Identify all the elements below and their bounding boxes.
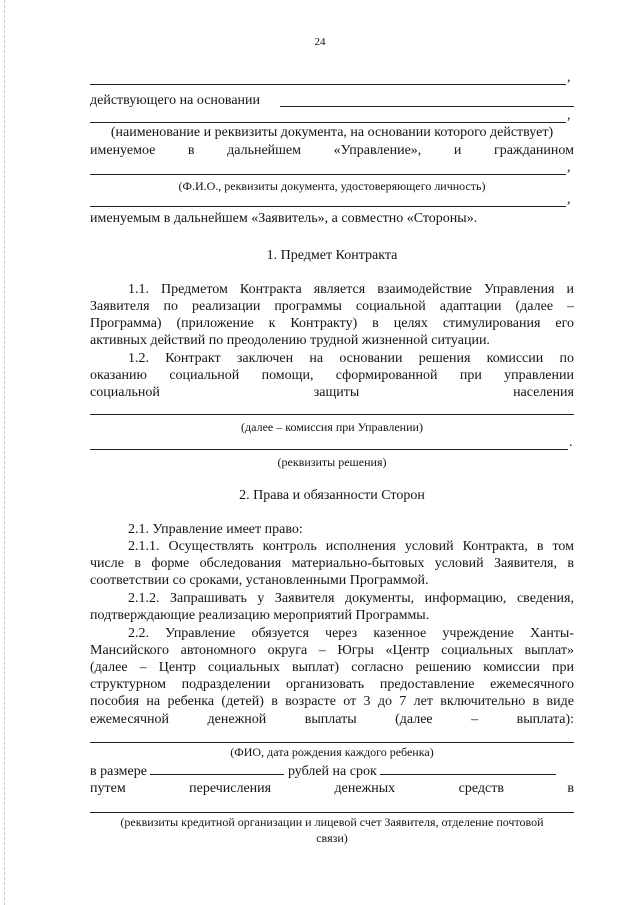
paragraph-line: оказанию социальной помощи, сформированной при управлении xyxy=(90,368,574,383)
transfer-line: путем перечисления денежных средств в xyxy=(90,781,575,796)
blank-line xyxy=(90,742,574,743)
blank-line xyxy=(90,84,566,85)
paragraph-line: Заявителя по реализации программы социальной адаптации (далее – xyxy=(90,299,574,314)
blank-line xyxy=(90,206,566,207)
comma: , xyxy=(567,192,571,207)
paragraph-line: 2.2. Управление обязуется через казенное учреждение Ханты- xyxy=(128,626,574,641)
paragraph-line: активных действий по преодолению трудной жизненной ситуации. xyxy=(90,333,490,348)
page-number: 24 xyxy=(314,36,326,48)
person-caption: (Ф.И.О., реквизиты документа, удостоверяющего личность) xyxy=(178,179,486,193)
named-line: именуемое в дальнейшем «Управление», и гражданином xyxy=(90,143,575,158)
paragraph-line: соответствии со сроками, установленными Программой. xyxy=(90,573,429,588)
named-applicant-line: именуемым в дальнейшем «Заявитель», а совместно «Стороны». xyxy=(90,211,478,226)
period: . xyxy=(569,435,573,450)
paragraph-line: числе в форме обследования материально-бытовых условий Заявителя, в xyxy=(90,556,574,571)
blank-line xyxy=(90,174,566,175)
basis-blank xyxy=(280,106,574,107)
term-blank xyxy=(380,762,556,775)
amount-middle: рублей на срок xyxy=(287,764,377,779)
paragraph-line: социальной защиты населения xyxy=(90,385,574,400)
paragraph-line: структурном подразделении организовать предоставление ежемесячного xyxy=(90,677,574,692)
acting-basis-text: действующего на основании xyxy=(90,93,261,108)
bank-caption: связи) xyxy=(316,831,348,845)
paragraph-line: пособия на ребенка (детей) в возрасте от 3 до 7 лет включительно в виде xyxy=(90,694,574,709)
paragraph-line: (далее – Центр социальных выплат) согласно решению комиссии при xyxy=(90,660,574,675)
paragraph-line: 2.1. Управление имеет право: xyxy=(128,522,303,537)
paragraph-line: 2.1.1. Осуществлять контроль исполнения условий Контракта, в том xyxy=(128,539,574,554)
paragraph-line: 1.2. Контракт заключен на основании решения комиссии по xyxy=(128,351,574,366)
amount-prefix: в размере xyxy=(90,764,147,779)
section-1-title: 1. Предмет Контракта xyxy=(266,248,398,263)
section-2-title: 2. Права и обязанности Сторон xyxy=(239,488,425,503)
paragraph-line: Программа) (приложение к Контракту) в целях стимулирования его xyxy=(90,316,574,331)
children-caption: (ФИО, дата рождения каждого ребенка) xyxy=(230,745,434,759)
comma: , xyxy=(567,70,571,85)
decision-caption: (реквизиты решения) xyxy=(277,455,387,469)
amount-line xyxy=(90,762,574,780)
blank-line xyxy=(90,122,566,123)
comma: , xyxy=(567,108,571,123)
bank-caption: (реквизиты кредитной организации и лицевой счет Заявителя, отделение почтовой xyxy=(120,815,544,829)
comma: , xyxy=(567,160,571,175)
paragraph-line: Мансийского автономного округа – Югры «Центр социальных выплат» xyxy=(90,643,574,658)
doc-caption: (наименование и реквизиты документа, на основании которого действует) xyxy=(110,125,554,140)
blank-line xyxy=(90,812,574,813)
paragraph-line: ежемесячной денежной выплаты (далее – выплата): xyxy=(90,712,575,727)
paragraph-line: 1.1. Предметом Контракта является взаимодействие Управления и xyxy=(128,282,574,297)
blank-line xyxy=(90,414,574,415)
blank-line xyxy=(90,449,568,450)
paragraph-line: подтверждающие реализацию мероприятий Программы. xyxy=(90,608,430,623)
page-edge xyxy=(4,0,6,905)
paragraph-line: 2.1.2. Запрашивать у Заявителя документы, информацию, сведения, xyxy=(128,591,574,606)
amount-blank xyxy=(150,762,284,775)
commission-caption: (далее – комиссия при Управлении) xyxy=(241,420,423,434)
